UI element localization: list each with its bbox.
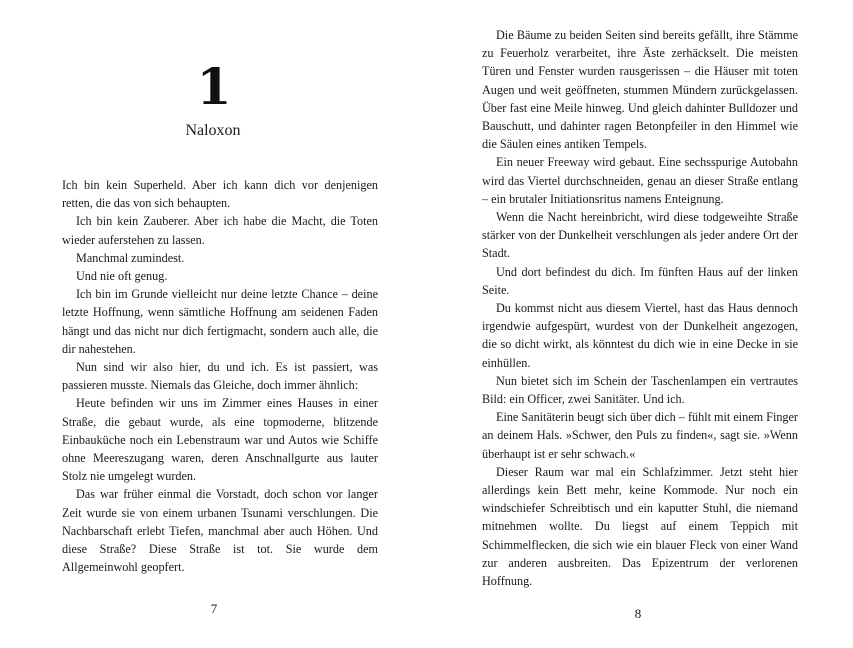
page-number-left: 7 bbox=[210, 601, 218, 616]
chapter-title: Naloxon bbox=[185, 122, 241, 139]
paragraph: Ich bin im Grunde vielleicht nur deine letzte Chance – deine letzte Hoffnung, wenn sämtliche Hoffnung am seidenen Faden hängt und das nicht nur dich fertigmacht, sondern auch alle, die dir nahestehen. bbox=[62, 287, 378, 356]
paragraph: Du kommst nicht aus diesem Viertel, hast das Haus dennoch irgendwie aufgespürt, wurdest von der Dunkelheit angezogen, die so dicht wirkt, als könntest du dich wie in eine Decke in sie einhüllen. bbox=[482, 301, 798, 370]
paragraph: Dieser Raum war mal ein Schlafzimmer. Jetzt steht hier allerdings kein Bett mehr, keine Kommode. Nur noch ein windschiefer Schreibtisch und ein kaputter Stuhl, die niemand mitnehmen wollte. Du liegst auf einem Teppich mit Schimmelflecken, die sich wie ein blauer Fleck von einer Wand zur anderen ausbreiten. Das Epizentrum der verlorenen Hoffnung. bbox=[482, 464, 798, 589]
right-page-text bbox=[482, 26, 798, 590]
paragraph: Eine Sanitäterin beugt sich über dich – fühlt mit einem Finger an deinem Hals. »Schwer, den Puls zu finden«, sagt sie. »Wenn überhaupt ist er sehr schwach.« bbox=[482, 410, 798, 461]
page-number-right: 8 bbox=[634, 606, 642, 621]
paragraph: Wenn die Nacht hereinbricht, wird diese todgeweihte Straße stärker von der Dunkelheit verschlungen als jeder andere Ort der Stadt. bbox=[482, 210, 798, 261]
paragraph: Nun sind wir also hier, du und ich. Es ist passiert, was passieren musste. Niemals das Gleiche, doch immer ähnlich: bbox=[62, 360, 378, 393]
chapter-number: 1 bbox=[196, 57, 230, 116]
paragraph: Manchmal zumindest. bbox=[76, 250, 185, 265]
paragraph: Nun bietet sich im Schein der Taschenlampen ein vertrautes Bild: ein Officer, zwei Sanitäter. Und ich. bbox=[482, 373, 798, 407]
paragraph: Und nie oft genug. bbox=[76, 269, 168, 284]
paragraph: Ich bin kein Zauberer. Aber ich habe die Macht, die Toten wieder auferstehen zu lassen. bbox=[62, 214, 378, 247]
paragraph: Heute befinden wir uns im Zimmer eines Hauses in einer Straße, die gebaut wurde, als eine topmoderne, blitzende Einbauküche noch ein Lebenstraum war und Autos wie Schiffe ohne Meereszugang waren, deren Anschnallgurte aus lauter Stolz nie umgelegt wurden. bbox=[62, 396, 378, 484]
left-page-text bbox=[62, 176, 378, 576]
paragraph: Ich bin kein Superheld. Aber ich kann dich vor denjenigen retten, die das von sich behaupten. bbox=[62, 178, 378, 211]
paragraph: Ein neuer Freeway wird gebaut. Eine sechsspurige Autobahn wird das Viertel durchschneiden, genau an dieser Straße entlang – ein brutaler Initiationsritus namens Enteignung. bbox=[482, 155, 798, 206]
paragraph: Das war früher einmal die Vorstadt, doch schon vor langer Zeit wurde sie von einem urbanen Tsunami verschlungen. Die Nachbarschaft erlebt Tiefen, manchmal aber auch Höhen. Und diese Straße? Diese Straße ist tot. Sie wurde dem Allgemeinwohl geopfert. bbox=[62, 487, 378, 575]
right-page bbox=[426, 0, 853, 648]
paragraph: Und dort befindest du dich. Im fünften Haus auf der linken Seite. bbox=[482, 264, 798, 297]
paragraph: Die Bäume zu beiden Seiten sind bereits gefällt, ihre Stämme zu Feuerholz verarbeitet, ihre Äste zerhäckselt. Die meisten Türen und Fenster wurden rausgerissen – die Häuser mit toten Augen und weit geöffneten, stummen Mündern zurückgelassen. Über fast eine Meile hinweg. Und gleich dahinter Bulldozer und Bauschutt, und dahinter ragen Betonpfeiler in den Himmel wie die Säulen eines antiken Tempels. bbox=[482, 28, 798, 152]
left-page bbox=[0, 0, 426, 648]
